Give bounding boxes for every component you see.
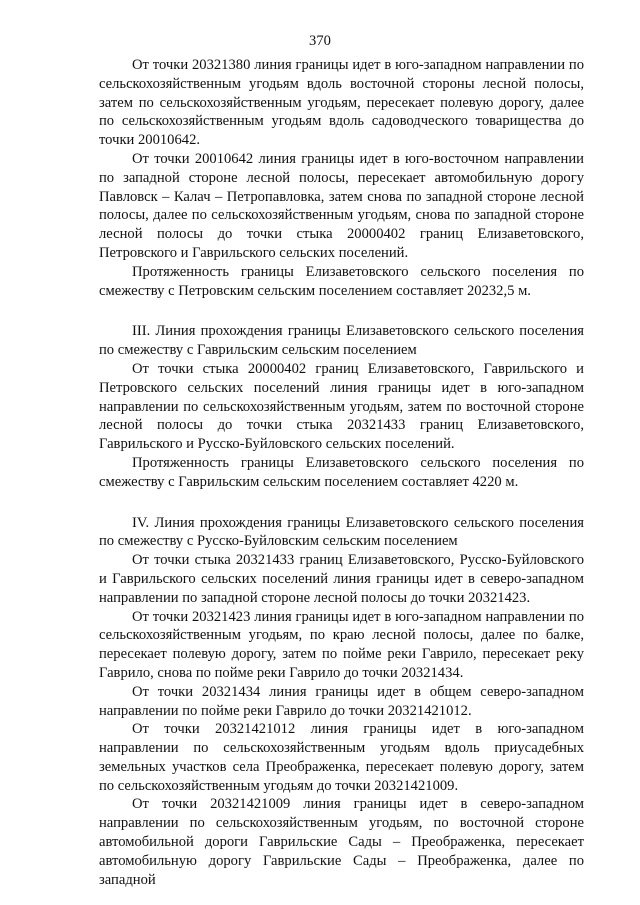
paragraph-6: От точки стыка 20321433 границ Елизаветовского, Русско-Буйловского и Гаврильского сельских поселений линия границы идет в северо-западном направлении по западной стороне лесной полосы до точки 20321423. — [99, 552, 584, 606]
paragraph-10: От точки 20321421009 линия границы идет в северо-западном направлении по сельскохозяйственным угодьям, по восточной стороне автомобильной дороги Гаврильские Сады – Преображенка, пересекает автомобильную дорогу Гаврильские Сады – Преображенка, далее по западной — [99, 796, 584, 888]
paragraph-3: Протяженность границы Елизаветовского сельского поселения по смежеству с Петровским сельским поселением составляет 20232,5 м. — [99, 263, 584, 299]
paragraph-7: От точки 20321423 линия границы идет в юго-западном направлении по сельскохозяйственным угодьям, по краю лесной полосы, далее по балке, пересекает полевую дорогу, затем по пойме реки Гаврило, пересекает реку Гаврило, снова по пойме реки Гаврило до точки 20321434. — [99, 608, 584, 681]
section-heading-iv: IV. Линия прохождения границы Елизаветовского сельского поселения по смежеству с Русско-Буйловским сельским поселением — [99, 514, 584, 550]
section-spacer — [99, 492, 584, 514]
paragraph-1: От точки 20321380 линия границы идет в юго-западном направлении по сельскохозяйственным угодьям вдоль восточной стороны лесной полосы, затем по сельскохозяйственным угодьям, пересекает полевую дорогу, далее по сельскохозяйственным угодьям вдоль садоводческого товарищества до точки 20010642. — [99, 57, 584, 149]
paragraph-2: От точки 20010642 линия границы идет в юго-восточном направлении по западной стороне лесной полосы, пересекает автомобильную дорогу Павловск – Калач – Петропавловка, затем снова по западной стороне лесной полосы, далее по сельскохозяйственным угодьям, снова по западной стороне лесной полосы до точки стыка 20000402 границ Елизаветовского, Петровского и Гаврильского сельских поселений. — [99, 150, 584, 261]
document-body — [99, 56, 584, 889]
paragraph-9: От точки 20321421012 линия границы идет в юго-западном направлении по сельскохозяйственным угодьям вдоль приусадебных земельных участков села Преображенка, пересекает полевую дорогу, затем по сельскохозяйственным угодьям до точки 20321421009. — [99, 721, 584, 794]
paragraph-5: Протяженность границы Елизаветовского сельского поселения по смежеству с Гаврильским сельским поселением составляет 4220 м. — [99, 454, 584, 490]
section-heading-iii: III. Линия прохождения границы Елизаветовского сельского поселения по смежеству с Гаврильским сельским поселением — [99, 323, 584, 359]
paragraph-8: От точки 20321434 линия границы идет в общем северо-западном направлении по пойме реки Гаврило до точки 20321421012. — [99, 683, 584, 719]
page-number: 370 — [309, 33, 331, 49]
section-spacer — [99, 300, 584, 322]
paragraph-4: От точки стыка 20000402 границ Елизаветовского, Гаврильского и Петровского сельских поселений линия границы идет в юго-западном направлении по сельскохозяйственным угодьям, затем по восточной стороне лесной полосы до точки стыка 20321433 границ Елизаветовского, Гаврильского и Русско-Буйловского сельских поселений. — [99, 360, 584, 453]
